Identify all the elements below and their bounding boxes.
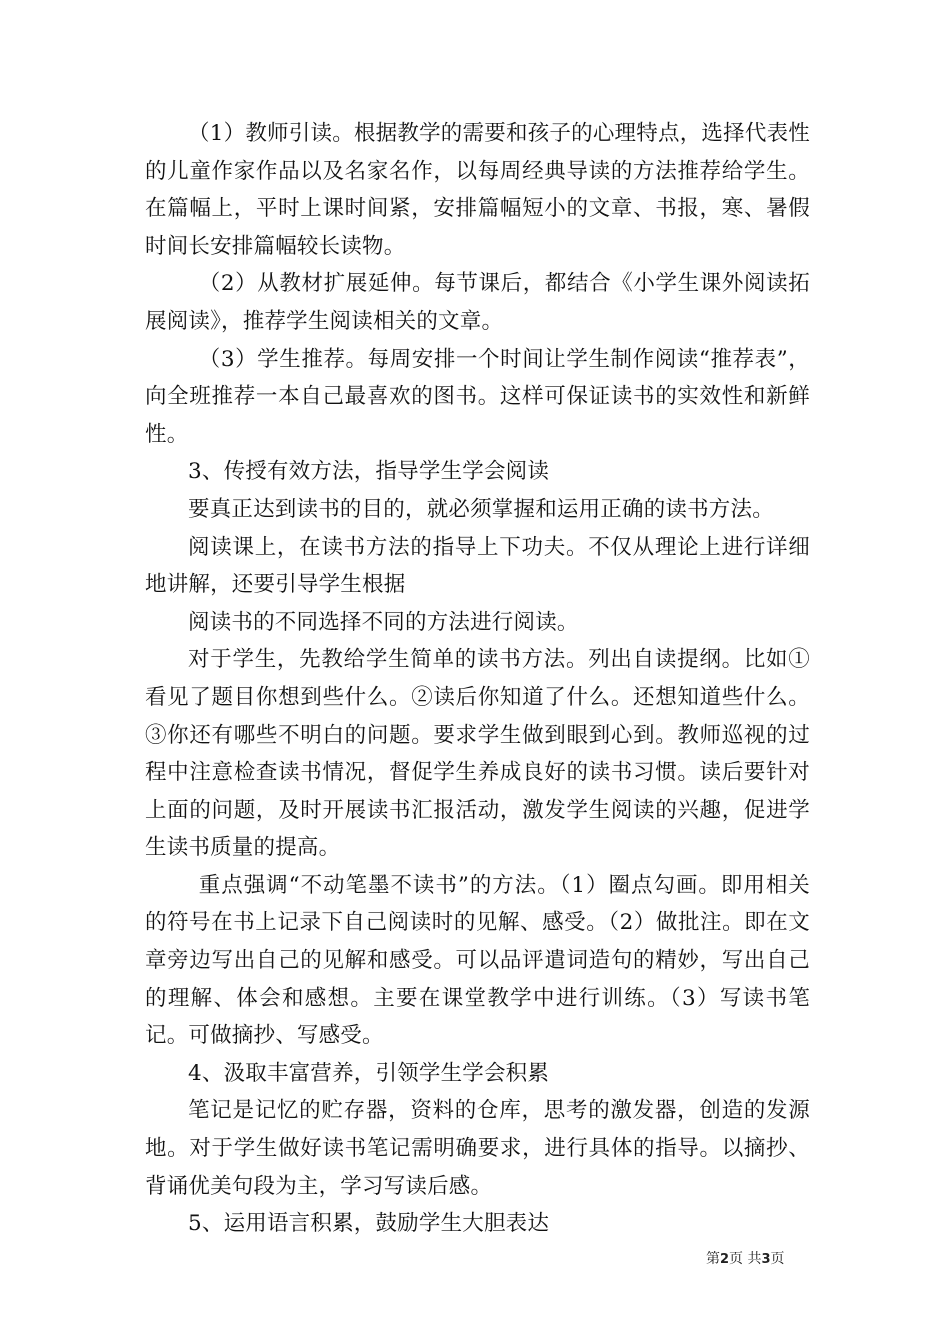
paragraph-teacher-guided-reading: （1）教师引读。根据教学的需要和孩子的心理特点，选择代表性的儿童作家作品以及名家名作，以每周经典导读的方法推荐给学生。在篇幅上，平时上课时间紧，安排篇幅短小的文章、书报，寒、暑假时间长安排篇幅较长读物。 — [145, 121, 810, 259]
footer-suffix: 页 — [770, 1251, 785, 1267]
paragraph-textbook-extension: （2）从教材扩展延伸。每节课后，都结合《小学生课外阅读拓展阅读》，推荐学生阅读相关的文章。 — [145, 271, 810, 334]
footer-prefix: 第 — [706, 1251, 720, 1267]
paragraph-pen-and-ink: 重点强调“不动笔墨不读书”的方法。（1）圈点勾画。即用相关的符号在书上记录下自己阅读时的见解、感受。（2）做批注。即在文章旁边写出自己的见解和感受。可以品评遣词造句的精妙，写出自己的理解、体会和感想。主要在课堂教学中进行训练。（3）写读书笔记。可做摘抄、写感受。 — [145, 872, 810, 1049]
section-heading-4: 4、汲取丰富营养，引领学生学会积累 — [188, 1060, 550, 1086]
section-heading-5: 5、运用语言积累，鼓励学生大胆表达 — [188, 1211, 550, 1237]
footer-middle: 页 共 — [729, 1251, 762, 1267]
paragraph-student-recommendation: （3）学生推荐。每周安排一个时间让学生制作阅读“推荐表”，向全班推荐一本自己最喜欢的图书。这样可保证读书的实效性和新鲜性。 — [145, 346, 810, 447]
paragraph-different-methods: 阅读书的不同选择不同的方法进行阅读。 — [188, 609, 579, 635]
document-body — [145, 115, 810, 1243]
paragraph-reading-method: 要真正达到读书的目的，就必须掌握和运用正确的读书方法。 — [188, 496, 774, 522]
section-heading-3: 3、传授有效方法，指导学生学会阅读 — [188, 459, 550, 485]
paragraph-reading-class: 阅读课上，在读书方法的指导上下功夫。不仅从理论上进行详细地讲解，还要引导学生根据 — [145, 534, 810, 598]
footer-total-pages: 3 — [761, 1252, 771, 1267]
paragraph-simple-methods: 对于学生，先教给学生简单的读书方法。列出自读提纲。比如①看见了题目你想到些什么。②读后你知道了什么。还想知道些什么。③你还有哪些不明白的问题。要求学生做到眼到心到。教师巡视的过程中注意检查读书情况，督促学生养成良好的读书习惯。读后要针对上面的问题，及时开展读书汇报活动，激发学生阅读的兴趣，促进学生读书质量的提高。 — [145, 647, 810, 861]
footer-current-page: 2 — [720, 1252, 730, 1267]
page-number-footer — [706, 1250, 785, 1269]
paragraph-notes: 笔记是记忆的贮存器，资料的仓库，思考的激发器，创造的发源地。对于学生做好读书笔记需明确要求，进行具体的指导。以摘抄、背诵优美句段为主，学习写读后感。 — [145, 1098, 810, 1199]
